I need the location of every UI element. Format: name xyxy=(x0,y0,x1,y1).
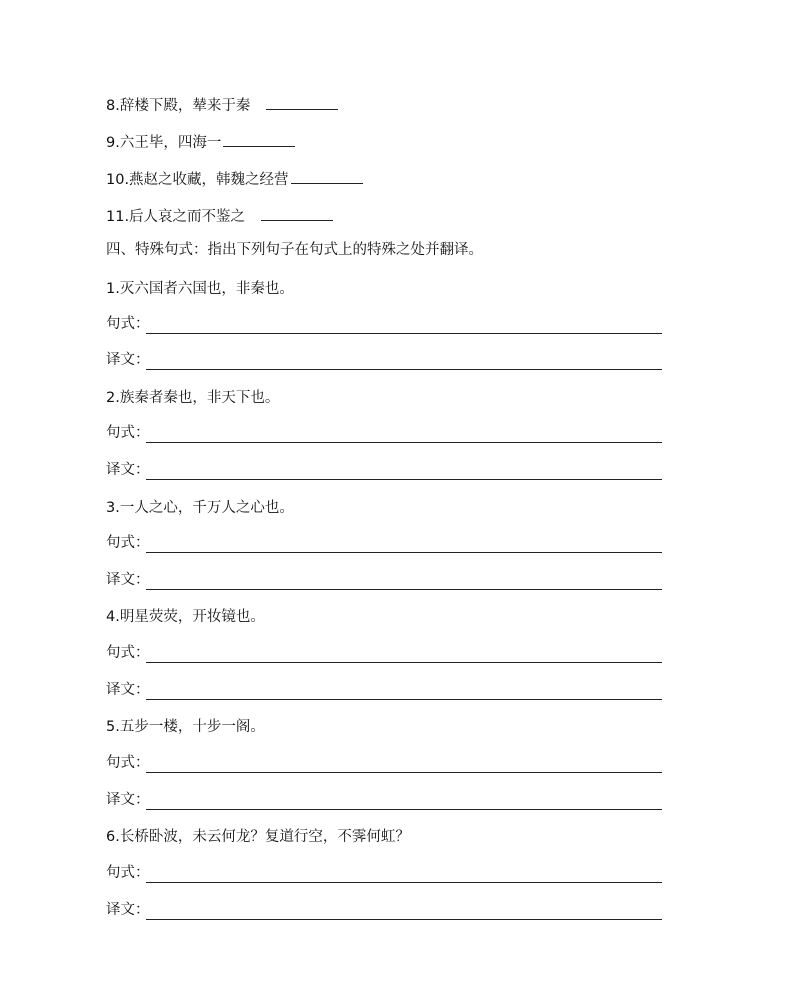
translation-answer-line-3[interactable] xyxy=(106,570,662,590)
translation-answer-line-2[interactable] xyxy=(106,460,662,480)
translation-label: 译文： xyxy=(106,352,150,368)
answer-underline xyxy=(146,662,662,663)
vocab-item-9: 9.六王毕，四海一 xyxy=(106,132,295,153)
answer-blank[interactable] xyxy=(266,95,338,110)
pattern-label: 句式： xyxy=(106,755,150,771)
question-6: 6.长桥卧波，未云何龙？复道行空，不霁何虹？ xyxy=(106,829,410,845)
answer-underline xyxy=(146,442,662,443)
vocab-item-11: 11.后人哀之而不鉴之 xyxy=(106,206,333,227)
question-5: 5.五步一楼，十步一阁。 xyxy=(106,719,265,735)
answer-underline xyxy=(146,369,662,370)
pattern-label: 句式： xyxy=(106,645,150,661)
question-1: 1.灭六国者六国也，非秦也。 xyxy=(106,281,294,297)
translation-label: 译文： xyxy=(106,682,150,698)
answer-underline xyxy=(146,809,662,810)
answer-underline xyxy=(146,699,662,700)
question-3: 3.一人之心，千万人之心也。 xyxy=(106,500,294,516)
pattern-answer-line-1[interactable] xyxy=(106,314,662,334)
pattern-answer-line-5[interactable] xyxy=(106,753,662,773)
answer-underline xyxy=(146,479,662,480)
translation-label: 译文： xyxy=(106,792,150,808)
pattern-label: 句式： xyxy=(106,535,150,551)
translation-answer-line-5[interactable] xyxy=(106,790,662,810)
vocab-item-10: 10.燕赵之收藏，韩魏之经营 xyxy=(106,169,363,190)
pattern-label: 句式： xyxy=(106,865,150,881)
section-heading: 四、特殊句式：指出下列句子在句式上的特殊之处并翻译。 xyxy=(106,242,483,258)
translation-answer-line-6[interactable] xyxy=(106,900,662,920)
answer-underline xyxy=(146,333,662,334)
pattern-label: 句式： xyxy=(106,316,150,332)
answer-blank[interactable] xyxy=(261,206,333,221)
question-4: 4.明星荧荧，开妆镜也。 xyxy=(106,609,265,625)
translation-label: 译文： xyxy=(106,902,150,918)
answer-blank[interactable] xyxy=(223,132,295,147)
translation-answer-line-1[interactable] xyxy=(106,350,662,370)
answer-underline xyxy=(146,552,662,553)
answer-underline xyxy=(146,772,662,773)
pattern-answer-line-3[interactable] xyxy=(106,533,662,553)
pattern-label: 句式： xyxy=(106,425,150,441)
pattern-answer-line-2[interactable] xyxy=(106,423,662,443)
translation-answer-line-4[interactable] xyxy=(106,680,662,700)
pattern-answer-line-4[interactable] xyxy=(106,643,662,663)
answer-underline xyxy=(146,919,662,920)
answer-underline xyxy=(146,882,662,883)
translation-label: 译文： xyxy=(106,572,150,588)
pattern-answer-line-6[interactable] xyxy=(106,863,662,883)
answer-underline xyxy=(146,589,662,590)
answer-blank[interactable] xyxy=(291,169,363,184)
translation-label: 译文： xyxy=(106,462,150,478)
vocab-item-8: 8.辞楼下殿，辇来于秦 xyxy=(106,95,338,116)
question-2: 2.族秦者秦也，非天下也。 xyxy=(106,390,280,406)
